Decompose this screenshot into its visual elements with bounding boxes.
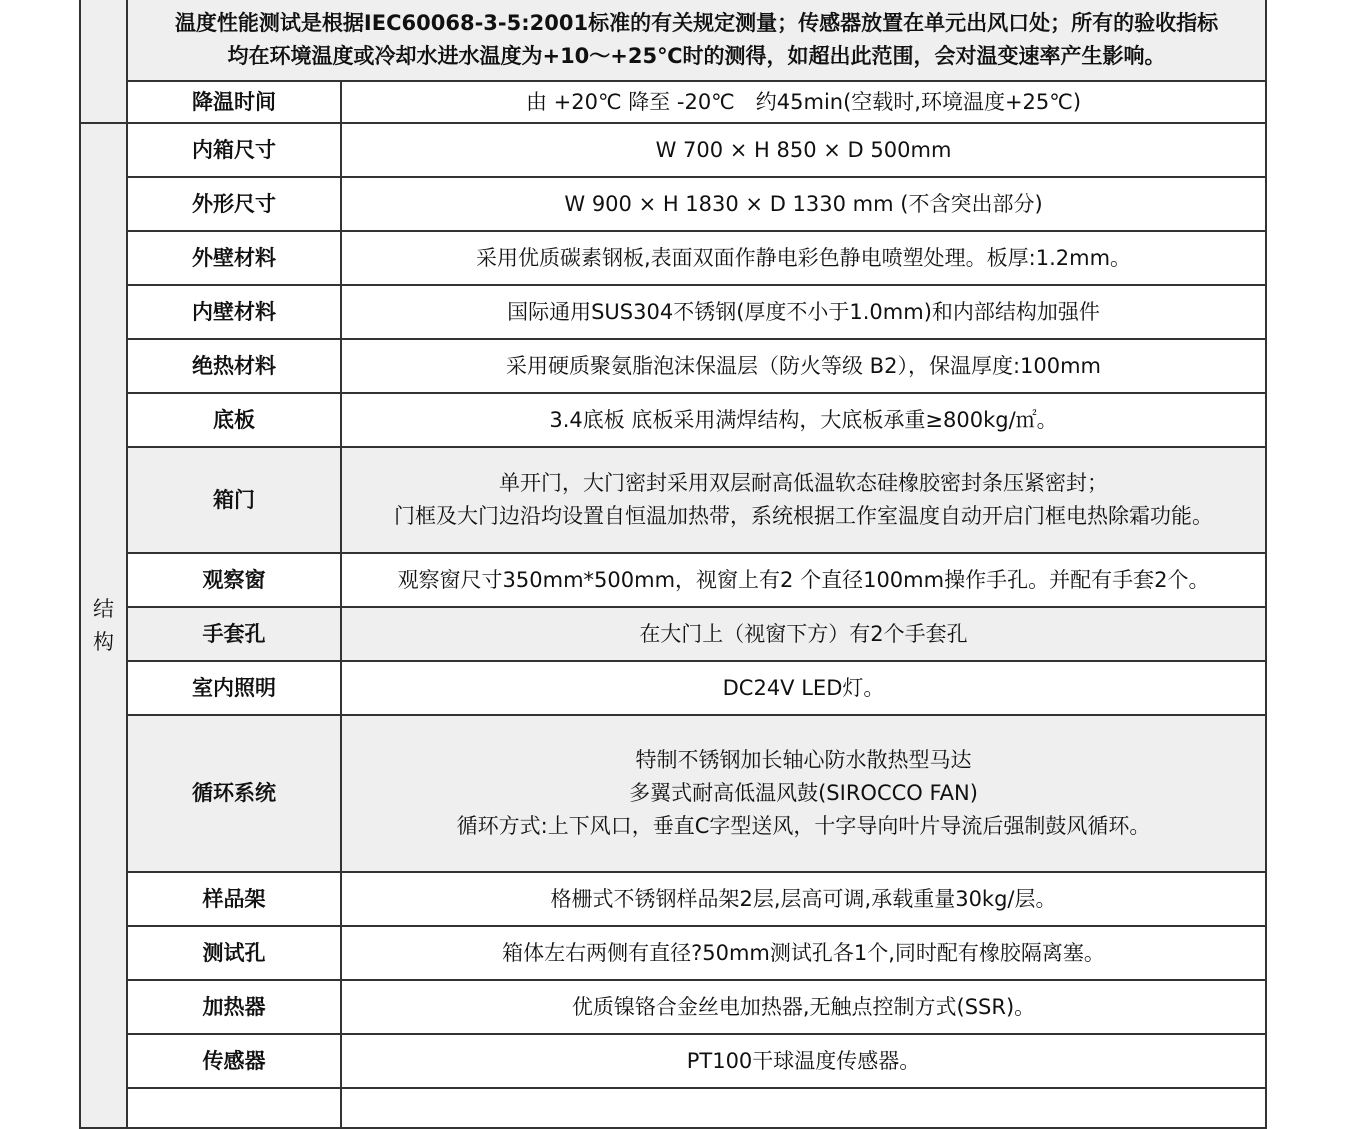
row-label: 手套孔 bbox=[127, 607, 341, 661]
row-label: 绝热材料 bbox=[127, 339, 341, 393]
structure-section bbox=[80, 123, 1266, 1128]
structure-row bbox=[80, 715, 1266, 872]
row-label: 测试孔 bbox=[127, 926, 341, 980]
row-value-line: 格栅式不锈钢样品架2层,层高可调,承载重量30kg/层。 bbox=[550, 886, 1057, 911]
row-value-line: 采用优质碳素钢板,表面双面作静电彩色静电喷塑处理。板厚:1.2mm。 bbox=[475, 245, 1132, 270]
row-value bbox=[341, 285, 1266, 339]
structure-row bbox=[80, 553, 1266, 607]
row-value-line: 单开门，大门密封采用双层耐高低温软态硅橡胶密封条压紧密封； bbox=[499, 471, 1108, 495]
cooldown-row bbox=[80, 81, 1266, 123]
cooldown-label: 降温时间 bbox=[127, 81, 341, 123]
row-value-line: 3.4底板 底板采用满焊结构，大底板承重≥800kg/㎡。 bbox=[549, 407, 1058, 432]
row-value bbox=[341, 872, 1266, 926]
row-label: 内壁材料 bbox=[127, 285, 341, 339]
row-value bbox=[341, 715, 1266, 872]
row-value bbox=[341, 661, 1266, 715]
row-label: 底板 bbox=[127, 393, 341, 447]
row-value bbox=[341, 980, 1266, 1034]
structure-row bbox=[80, 607, 1266, 661]
row-value-line: 采用硬质聚氨脂泡沫保温层（防火等级 B2），保温厚度:100mm bbox=[506, 353, 1102, 378]
row-label: 加热器 bbox=[127, 980, 341, 1034]
row-value bbox=[341, 1034, 1266, 1088]
structure-category-cell bbox=[80, 123, 127, 1128]
structure-row bbox=[80, 872, 1266, 926]
row-value-line: 优质镍铬合金丝电加热器,无触点控制方式(SSR)。 bbox=[571, 994, 1036, 1019]
structure-row bbox=[80, 980, 1266, 1034]
row-value bbox=[341, 339, 1266, 393]
structure-row bbox=[80, 177, 1266, 231]
row-label: 外形尺寸 bbox=[127, 177, 341, 231]
row-value-line: 箱体左右两侧有直径?50mm测试孔各1个,同时配有橡胶隔离塞。 bbox=[502, 940, 1105, 965]
row-value-line: 观察窗尺寸350mm*500mm，视窗上有2 个直径100mm操作手孔。并配有手套2个。 bbox=[397, 567, 1210, 592]
row-value bbox=[341, 231, 1266, 285]
spec-table bbox=[79, 0, 1267, 1129]
row-value-line: 多翼式耐高低温风鼓(SIROCCO FAN) bbox=[629, 781, 978, 805]
row-value bbox=[341, 177, 1266, 231]
row-value bbox=[341, 553, 1266, 607]
row-value-line: PT100干球温度传感器。 bbox=[686, 1048, 921, 1073]
structure-row bbox=[80, 231, 1266, 285]
row-label: 箱门 bbox=[127, 447, 341, 553]
structure-row bbox=[80, 447, 1266, 553]
row-value bbox=[341, 447, 1266, 553]
row-value bbox=[341, 607, 1266, 661]
structure-row bbox=[80, 661, 1266, 715]
top-category-cell bbox=[80, 0, 127, 123]
structure-category-label: 结构 bbox=[93, 596, 114, 654]
row-value-line: 门框及大门边沿均设置自恒温加热带，系统根据工作室温度自动开启门框电热除霜功能。 bbox=[394, 504, 1213, 528]
test-standard-note bbox=[127, 0, 1266, 81]
row-label: 循环系统 bbox=[127, 715, 341, 872]
note-line-1: 温度性能测试是根据IEC60068-3-5:2001标准的有关规定测量；传感器放置在单元出风口处；所有的验收指标 bbox=[174, 11, 1219, 35]
row-label: 传感器 bbox=[127, 1034, 341, 1088]
row-label bbox=[127, 1088, 341, 1128]
structure-row bbox=[80, 1034, 1266, 1088]
row-value-line: 循环方式:上下风口，垂直C字型送风，十字导向叶片导流后强制鼓风循环。 bbox=[456, 814, 1151, 838]
row-label: 外壁材料 bbox=[127, 231, 341, 285]
row-value-line: W 900 × H 1830 × D 1330 mm (不含突出部分) bbox=[564, 191, 1043, 216]
note-line-2: 均在环境温度或冷却水进水温度为+10～+25℃时的测得，如超出此范围，会对温变速率产生影响。 bbox=[227, 44, 1166, 68]
note-row bbox=[80, 0, 1266, 81]
row-label: 内箱尺寸 bbox=[127, 123, 341, 177]
structure-row bbox=[80, 285, 1266, 339]
row-value-line: W 700 × H 850 × D 500mm bbox=[655, 137, 952, 162]
structure-row bbox=[80, 123, 1266, 177]
structure-row bbox=[80, 393, 1266, 447]
row-value-line: 国际通用SUS304不锈钢(厚度不小于1.0mm)和内部结构加强件 bbox=[507, 299, 1100, 324]
row-value bbox=[341, 123, 1266, 177]
row-value-line: 在大门上（视窗下方）有2个手套孔 bbox=[639, 621, 968, 646]
row-value bbox=[341, 926, 1266, 980]
row-label: 样品架 bbox=[127, 872, 341, 926]
row-label: 室内照明 bbox=[127, 661, 341, 715]
row-value bbox=[341, 1088, 1266, 1128]
row-value-line: DC24V LED灯。 bbox=[722, 675, 885, 700]
structure-row bbox=[80, 1088, 1266, 1128]
structure-row bbox=[80, 339, 1266, 393]
cooldown-value: 由 +20℃ 降至 -20℃ 约45min(空载时,环境温度+25℃) bbox=[341, 81, 1266, 123]
row-label: 观察窗 bbox=[127, 553, 341, 607]
row-value bbox=[341, 393, 1266, 447]
structure-row bbox=[80, 926, 1266, 980]
row-value-line: 特制不锈钢加长轴心防水散热型马达 bbox=[635, 748, 972, 772]
